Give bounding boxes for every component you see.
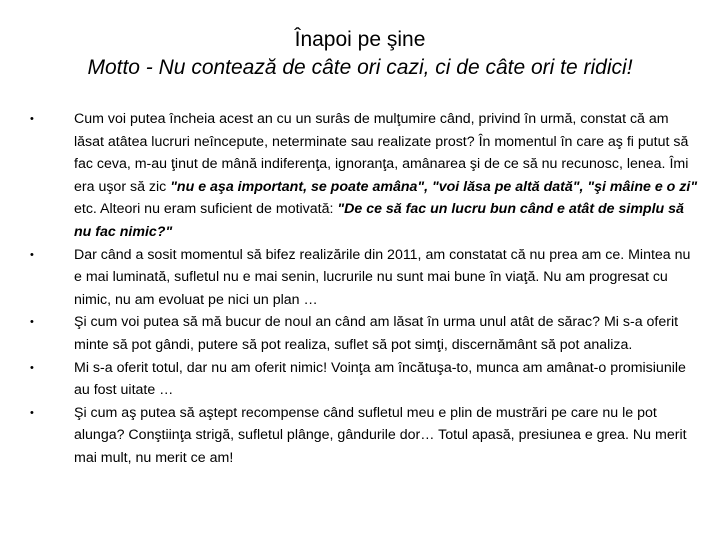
bullet-text: Şi cum aş putea să aştept recompense când sufletul meu e plin de mustrări pe care nu le pot alunga? Conştiinţa strigă, sufletul plânge, gândurile dor… Totul apasă, presiunea e grea. Nu merit mai mult, nu merit ce am! (74, 404, 687, 466)
page-title: Înapoi pe şine (294, 28, 426, 51)
bullet-item (30, 311, 700, 356)
bullet-item (30, 108, 700, 244)
bullet-text: Şi cum voi putea să mă bucur de noul an când am lăsat în urma unul atât de sărac? Mi s-a oferit minte să pot gândi, putere să pot realiza, suflet să pot simţi, discernământ să pot analiza. (74, 314, 679, 353)
bullet-item (30, 357, 700, 402)
bullet-list (30, 108, 700, 470)
bullet-dot-icon: • (30, 361, 34, 374)
bullet-dot-icon: • (30, 248, 34, 261)
bullet-emphasis-text: "nu e aşa important, se poate amâna", "voi lăsa pe altă dată", "şi mâine e o zi" (170, 178, 698, 195)
bullet-item (30, 244, 700, 312)
bullet-dot-icon: • (30, 113, 34, 125)
bullet-text: etc. Alteori nu eram suficient de motivată: (74, 201, 338, 218)
bullet-item (30, 402, 700, 470)
bullet-emphasis-text: "De ce să fac un lucru bun când e atât de simplu să nu fac nimic?" (74, 201, 684, 240)
title-block (20, 26, 700, 82)
bullet-text: Mi s-a oferit totul, dar nu am oferit nimic! Voinţa am încătuşa-to, munca am amânat-o promisiunile au fost uitate … (74, 359, 686, 399)
motto-subtitle: Motto - Nu contează de câte ori cazi, ci de câte ori te ridici! (87, 56, 633, 79)
bullet-text: Cum voi putea încheia acest an cu un surâs de mulţumire când, privind în urmă, constat că am lăsat atâtea lucruri neîncepute, neterminate sau realizate prost? În momentul în care aş fi putut să fac ceva, m-au ţinut de mână indiferenţa, ignoranţa, amânarea şi de ce să nu recunosc, lenea. Îmi era uşor să zic (74, 111, 689, 195)
bullet-dot-icon: • (30, 316, 34, 329)
bullet-dot-icon: • (30, 406, 34, 419)
bullet-text: Dar când a sosit momentul să bifez realizările din 2011, am constatat că nu prea am ce. Mintea nu e mai luminată, sufletul nu e mai senin, lucrurile nu sunt mai bune în viaţă. Nu am progresat cu nimic, nu am evoluat pe nici un plan … (74, 246, 691, 308)
